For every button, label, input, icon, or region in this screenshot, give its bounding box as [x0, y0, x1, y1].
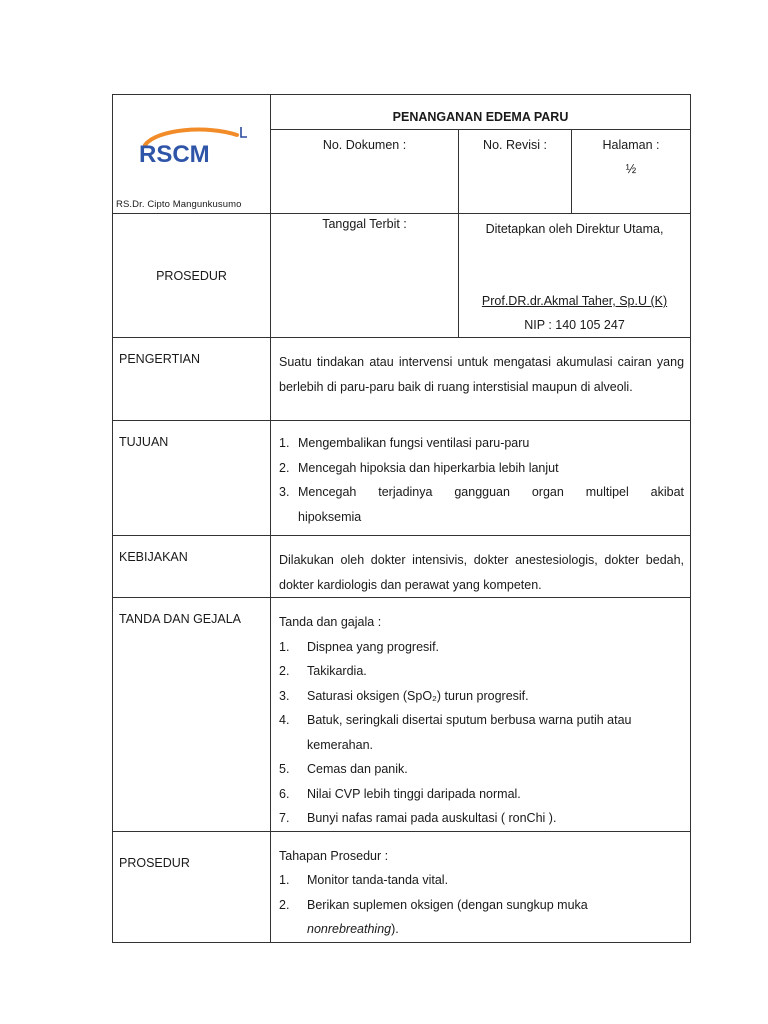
- org-name: RS.Dr. Cipto Mangunkusumo: [116, 199, 242, 210]
- prosedur-header-cell: [113, 214, 271, 338]
- tanda-list: [271, 598, 691, 832]
- logo-cell: [113, 95, 271, 214]
- list-item: 1. Mengembalikan fungsi ventilasi paru-paru: [279, 436, 530, 450]
- halaman-cell: [572, 129, 691, 213]
- tanggal-label: Tanggal Terbit :: [322, 217, 407, 231]
- no-dokumen-label: No. Dokumen :: [322, 137, 407, 152]
- list-item: 4. Batuk, seringkali disertai sputum berbusa warna putih atau: [279, 713, 632, 727]
- no-dokumen-cell: [271, 129, 459, 213]
- list-item: 1. Monitor tanda-tanda vital.: [279, 873, 449, 887]
- signatory-name: Prof.DR.dr.Akmal Taher, Sp.U (K): [481, 294, 668, 308]
- pengertian-label: PENGERTIAN: [113, 338, 271, 421]
- list-item: 2. Berikan suplemen oksigen (dengan sungkup muka: [279, 897, 588, 912]
- list-item: 7. Bunyi nafas ramai pada auskultasi ( ronChi ).: [279, 811, 557, 825]
- list-item-continuation: hipoksemia: [298, 509, 362, 524]
- list-item-continuation: kemerahan.: [307, 737, 374, 752]
- no-revisi-label: No. Revisi :: [483, 137, 547, 152]
- pengertian-text: Suatu tindakan atau intervensi untuk mengatasi akumulasi cairan yang berlebih di paru-paru baik di ruang interstisial maupun di alveoli.: [271, 338, 691, 421]
- tanggal-cell: [271, 214, 459, 338]
- logo-text: RSCM: [139, 141, 210, 167]
- halaman-value: ½: [625, 161, 637, 176]
- doc-title: PENANGANAN EDEMA PARU: [271, 95, 691, 130]
- prosedur-intro: Tahapan Prosedur :: [279, 848, 389, 863]
- list-item: 6. Nilai CVP lebih tinggi daripada normal.: [279, 786, 521, 801]
- tanda-intro: Tanda dan gajala :: [279, 615, 382, 629]
- list-item: 3. Saturasi oksigen (SpO₂) turun progresif.: [279, 688, 529, 703]
- tujuan-list: [271, 421, 691, 536]
- list-item: 2. Takikardia.: [279, 664, 367, 678]
- prosedur-header-label: PROSEDUR: [156, 268, 227, 283]
- tanda-label: TANDA DAN GEJALA: [113, 598, 271, 832]
- sop-document: [112, 94, 690, 943]
- list-item: 3. Mencegah terjadinya gangguan organ multipel akibat: [279, 485, 685, 499]
- tujuan-label: TUJUAN: [113, 421, 271, 536]
- ditetapkan-cell: [459, 214, 691, 338]
- nip-text: NIP : 140 105 247: [524, 318, 625, 332]
- no-revisi-cell: [459, 129, 572, 213]
- list-item: 2. Mencegah hipoksia dan hiperkarbia lebih lanjut: [279, 460, 559, 475]
- list-item: 5. Cemas dan panik.: [279, 762, 408, 776]
- rscm-logo: [137, 125, 249, 167]
- list-item: 1. Dispnea yang progresif.: [279, 639, 440, 654]
- prosedur-label: PROSEDUR: [113, 831, 271, 942]
- ditetapkan-text: Ditetapkan oleh Direktur Utama,: [485, 222, 664, 236]
- list-item-continuation: nonrebreathing).: [307, 922, 399, 936]
- halaman-label: Halaman :: [602, 137, 660, 152]
- prosedur-list: [271, 831, 691, 942]
- sop-table: [112, 94, 691, 943]
- kebijakan-text: Dilakukan oleh dokter intensivis, dokter anestesiologis, dokter bedah, dokter kardiologis dan perawat yang kompeten.: [271, 536, 691, 598]
- kebijakan-label: KEBIJAKAN: [113, 536, 271, 598]
